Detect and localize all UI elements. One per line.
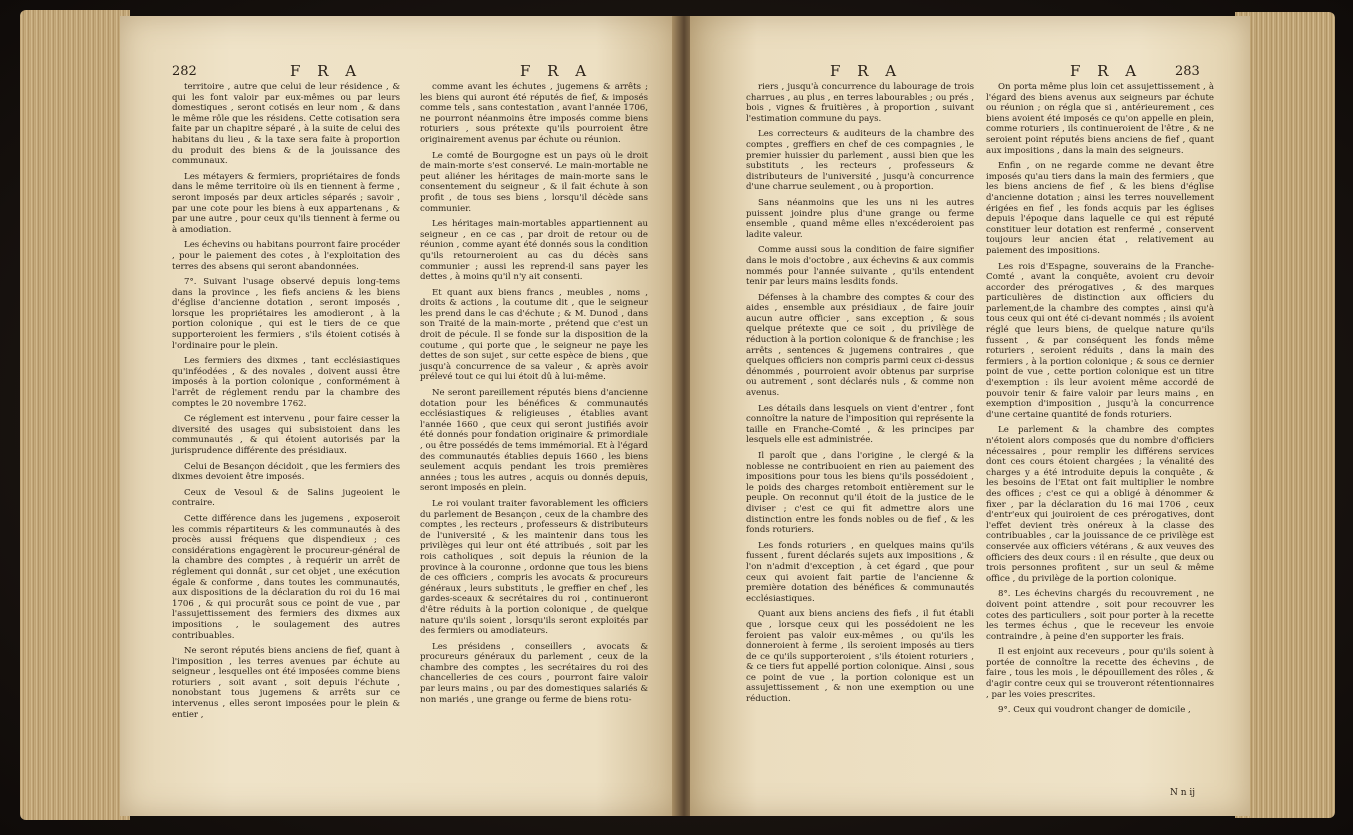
paragraph: 8°. Les échevins chargés du recouvrement , ne doivent point attendre , soit pour recouvrer les cotes des particuliers , soit pour porter à la recette les termes échus , que le receveur les envoie contraindre , à peine d'en supporter les frais. <box>986 589 1214 642</box>
paragraph: comme avant les échutes , jugemens & arrêts ; les biens qui auront été réputés de fief, & imposés comme tels , sans contestation , avant l'année 1706, ne pourront néanmoins être imposés comme biens roturiers , sous prétexte qu'ils pourroient être originairement avenus par échute ou réunion. <box>420 82 648 145</box>
page-edges-left <box>20 10 130 820</box>
page-edges-right <box>1235 12 1335 818</box>
paragraph: riers , jusqu'à concurrence du labourage de trois charrues , au plus , en terres labourables ; ou prés , bois , vignes & fruitières , à proportion , suivant l'estimation commune du pays. <box>746 82 974 124</box>
running-header-right-col2: F R A <box>1070 62 1143 80</box>
page-number-left: 282 <box>172 64 197 79</box>
paragraph: Les correcteurs & auditeurs de la chambre des comptes , greffiers en chef de ces compagnies , le premier huissier du parlement , aussi bien que les substituts , les recteurs , professeurs & distributeurs de l'université , jusqu'à concurrence d'une charrue seulement , ou à proportion. <box>746 129 974 193</box>
left-page-column-1 <box>172 82 400 725</box>
paragraph: Celui de Besançon décidoit , que les fermiers des dixmes devoient être imposés. <box>172 461 400 483</box>
paragraph: Les détails dans lesquels on vient d'entrer , font connoître la nature de l'imposition qui représente la taille en Franche-Comté , & les principes par lesquels elle est administrée. <box>746 403 974 446</box>
paragraph: Les échevins ou habitans pourront faire procéder , pour le paiement des cotes , à l'exploitation des terres des absens qui seront abandonnées. <box>172 240 401 272</box>
paragraph: territoire , autre que celui de leur résidence , & qui les font valoir par eux-mêmes ou par leurs domestiques , seront cotisés en leur nom , & dans le même rôle que les résidens. Cette cotisation sera faite par un chapitre séparé , à la suite de celui des habitans du lieu , & la taxe sera faite à proportion du produit des biens & de la jouissance des communaux. <box>172 82 400 167</box>
running-header-left-col1: F R A <box>290 62 363 80</box>
paragraph: Le parlement & la chambre des comptes n'étoient alors composés que du nombre d'officiers nécessaires , pour remplir les différens services dont ces cours étoient chargées ; la vénalité des charges y a été introduite depuis la conquête , & les besoins de l'Etat ont fait multiplier le nombre des offices ; c'est ce qui a obligé à dénommer & fixer , par la déclaration du 16 mai 1706 , ceux d'entr'eux qui jouiroient de ces prérogatives, dont l'effet devient très onéreux à la classe des contribuables , car la jouissance de ce privilège est conservée aux officiers vétérans , & aux veuves des officiers des deux cours : il en résulte , que deux ou trois personnes profitent , sur un seul & même office , du privilège de la portion colonique. <box>986 425 1214 584</box>
right-page-column-2 <box>986 82 1214 721</box>
paragraph: Quant aux biens anciens des fiefs , il fut établi que , lorsque ceux qui les possédoient ne les feroient pas valoir eux-mêmes , ou qu'ils les donneroient à ferme , ils seroient imposés au tiers de ce qu'ils supporteroient , s'ils étoient roturiers , & ce tiers fut appellé portion colonique. Ainsi , sous ce point de vue , la portion colonique est un assujettissement , & non une exemption ou une réduction. <box>746 609 974 705</box>
paragraph: Le roi voulant traiter favorablement les officiers du parlement de Besançon , ceux de la chambre des comptes , les recteurs , professeurs & distributeurs de l'université , & les maintenir dans tous les privilèges qui leur ont été attribués , soit par les rois catholiques , soit depuis la réunion de la province à la couronne , ordonne que tous les biens de ces officiers , compris les avocats & procureurs généraux , leurs substituts , le greffier en chef , les gardes-sceaux & secrétaires du roi , continueront d'être réduits à la portion colonique , de quelque nature qu'ils soient , lorsqu'ils seront exploités par des fermiers ou amodiateurs. <box>420 498 648 637</box>
paragraph: Ne seront réputés biens anciens de fief, quant à l'imposition , les terres avenues par échute au seigneur , lesquelles ont été imposées comme biens roturiers , soit avant , soit depuis l'échute , nonobstant tous jugemens & arrêts sur ce intervenus , elles seront imposées pour le plein & entier , <box>172 646 400 720</box>
paragraph: Et quant aux biens francs , meubles , noms , droits & actions , la coutume dit , que le seigneur les prend dans le cas d'échute ; & M. Dunod , dans son Traité de la main-morte , prétend que c'est un droit de pécule. Il se fonde sur la disposition de la coutume , qui porte que , le seigneur ne paye les dettes de son sujet , sur cette espèce de biens , que jusqu'à concurrence de sa valeur , & après avoir prélevé tout ce qui lui étoit dû à lui-même. <box>420 287 648 383</box>
paragraph: Cette différence dans les jugemens , exposeroit les commis répartiteurs & les communautés à des procès aussi fréquens que dispendieux ; ces considérations engagèrent le procureur-général de la chambre des comptes , à requérir un arrêt de réglement qui donnât , sur cet objet , une exécution égale & conforme , dans toutes les communautés, aux dispositions de la déclaration du roi du 16 mai 1706 , & qui procurât sous ce point de vue , par l'assujettissement des fermiers des dixmes aux impositions , le soulagement des autres contribuables. <box>172 513 400 641</box>
paragraph: Sans néanmoins que les uns ni les autres puissent joindre plus d'une grange ou ferme ensemble , quand même elles n'excéderoient pas ladite valeur. <box>746 197 974 240</box>
paragraph: On porta même plus loin cet assujettissement , à l'égard des biens avenus aux seigneurs par échute ou réunion ; on régla que si , antérieurement , ces biens avoient été imposés ce qu'on appelle en plein, comme roturiers , ils continueroient de l'être , & ne seroient point réputés biens anciens de fief , quant aux impositions , dans la main des seigneurs. <box>986 82 1214 156</box>
paragraph: Les rois d'Espagne, souverains de la Franche-Comté , avant la conquête, avoient cru devoir accorder des prérogatives , & des marques particulières de distinction aux officiers du parlement,de la chambre des comptes , ainsi qu'à tous ceux qui ont été ci-devant nommés ; ils avoient réglé que leurs biens, de quelque nature qu'ils fussent , & par conséquent les fonds même roturiers , seroient réduits , dans la main des fermiers , à la portion colonique ; & sous ce dernier point de vue , cette portion colonique est un titre d'exemption : ils leur avoient même accordé de pouvoir tenir & faire valoir par leurs mains , en exemption d'imposition , jusqu'à la concurrence d'une certaine quantité de fonds roturiers. <box>986 261 1214 420</box>
signature-mark: N n ij <box>1170 788 1196 798</box>
paragraph: Il paroît que , dans l'origine , le clergé & la noblesse ne contribuoient en rien au paiement des impositions pour tous les biens qu'ils possédoient , le poids des charges retomboit entièrement sur le peuple. On reconnut qu'il étoit de la justice de le diviser ; c'est ce qui fit admettre alors une distinction entre les fonds nobles ou de fief , & les fonds roturiers. <box>746 451 974 536</box>
paragraph: Comme aussi sous la condition de faire signifier dans le mois d'octobre , aux échevins & aux commis nommés pour l'année suivante , qu'ils entendent tenir par leurs mains lesdits fonds. <box>746 245 974 288</box>
right-page-column-1 <box>746 82 974 710</box>
paragraph: Les fermiers des dixmes , tant ecclésiastiques qu'inféodées , & des novales , doivent aussi être imposés à la portion colonique , conformément à l'arrêt de réglement rendu par la chambre des comptes le 20 novembre 1762. <box>172 356 400 409</box>
paragraph: Les présidens , conseillers , avocats & procureurs généraux du parlement , ceux de la chambre des comptes , les secrétaires du roi des chancelleries de ces cours , pourront faire valoir par leurs mains , ou par des domestiques salariés & non mariés , une grange ou ferme de biens rotu- <box>420 641 648 705</box>
paragraph: Ne seront pareillement réputés biens d'ancienne dotation pour les bénéfices & communautés ecclésiastiques & religieuses , établies avant l'année 1660 , que ceux qui seront justifiés avoir été donnés pour fondation originaire & primordiale , ou être possédés de tems immémorial. Et à l'égard des communautés établies depuis 1660 , les biens seulement acquis pendant les trois premières années ; tous les autres , acquis ou donnés depuis, seront imposés en plein. <box>420 388 648 494</box>
paragraph: 7°. Suivant l'usage observé depuis long-tems dans la province , les fiefs anciens & les biens d'église d'ancienne dotation , seront imposés , lorsque les propriétaires les amodieront , à la portion colonique , qui est le tiers de ce que supporteroient les fermiers , s'ils étoient cotisés à l'ordinaire pour le plein. <box>172 277 400 351</box>
paragraph: Les métayers & fermiers, propriétaires de fonds dans le même territoire où ils en tiennent à ferme , seront imposés par deux articles séparés ; savoir , par une cote pour les biens à eux appartenans , & par une autre , pour ceux qu'ils tiennent à ferme ou à amodiation. <box>172 171 400 235</box>
page-number-right: 283 <box>1175 64 1200 79</box>
paragraph: Les fonds roturiers , en quelques mains qu'ils fussent , furent déclarés sujets aux impositions , & l'on n'admit d'exception , à cet égard , que pour ceux qui avoient fait partie de l'ancienne & première dotation des bénéfices & communautés ecclésiastiques. <box>746 540 974 604</box>
paragraph: 9°. Ceux qui voudront changer de domicile , <box>998 705 1191 716</box>
paragraph: Ce réglement est intervenu , pour faire cesser la diversité des usages qui subsistoient dans les communautés , & qui étoient autorisés par la jurisprudence différente des présidiaux. <box>172 414 400 456</box>
left-page-column-2 <box>420 82 648 710</box>
running-header-left-col2: F R A <box>520 62 593 80</box>
paragraph: Le comté de Bourgogne est un pays où le droit de main-morte s'est conservé. Le main-mortable ne peut aliéner les héritages de main-morte sans le consentement du seigneur , & il fait échute à son profit , de tous ses biens , lorsqu'il décède sans communier. <box>420 150 648 214</box>
right-page <box>690 16 1250 816</box>
paragraph: Enfin , on ne regarde comme ne devant être imposés qu'au tiers dans la main des fermiers , que les biens anciens de fief , & les biens d'église d'ancienne dotation ; ainsi les terres nouvellement érigées en fief , les fonds acquis par les églises depuis l'époque dans laquelle ce qui est réputé constituer leur dotation est renfermé , conservent toujours leur ancien état , relativement au paiement des impositions. <box>986 161 1214 256</box>
paragraph: Les héritages main-mortables appartiennent au seigneur , en ce cas , par droit de retour ou de réunion , comme ayant été donnés sous la condition qu'ils retourneroient au cas du décès sans communier ; aussi les reprend-il sans payer les dettes , à moins qu'il n'y ait consenti. <box>420 219 648 283</box>
paragraph: Il est enjoint aux receveurs , pour qu'ils soient à portée de connoître la recette des échevins , de faire , tous les mois , le dépouillement des rôles , & d'agir contre ceux qui se trouveront rétentionnaires , par les voies prescrites. <box>986 647 1214 700</box>
running-header-right-col1: F R A <box>830 62 903 80</box>
paragraph: Défenses à la chambre des comptes & cour des aides , ensemble aux présidiaux , de faire jouir aucun autre officier , sans exception , & sous quelque prétexte que ce soit , du privilège de réduction à la portion colonique & de franchise ; les arrêts , sentences & jugemens contraires , que quelques officiers non compris parmi ceux ci-dessus dénommés , pourroient avoir obtenus par surprise ou autrement , sont déclarés nuls , & comme non avenus. <box>746 292 974 399</box>
left-page <box>120 16 680 816</box>
paragraph: Ceux de Vesoul & de Salins jugeoient le contraire. <box>172 487 400 509</box>
